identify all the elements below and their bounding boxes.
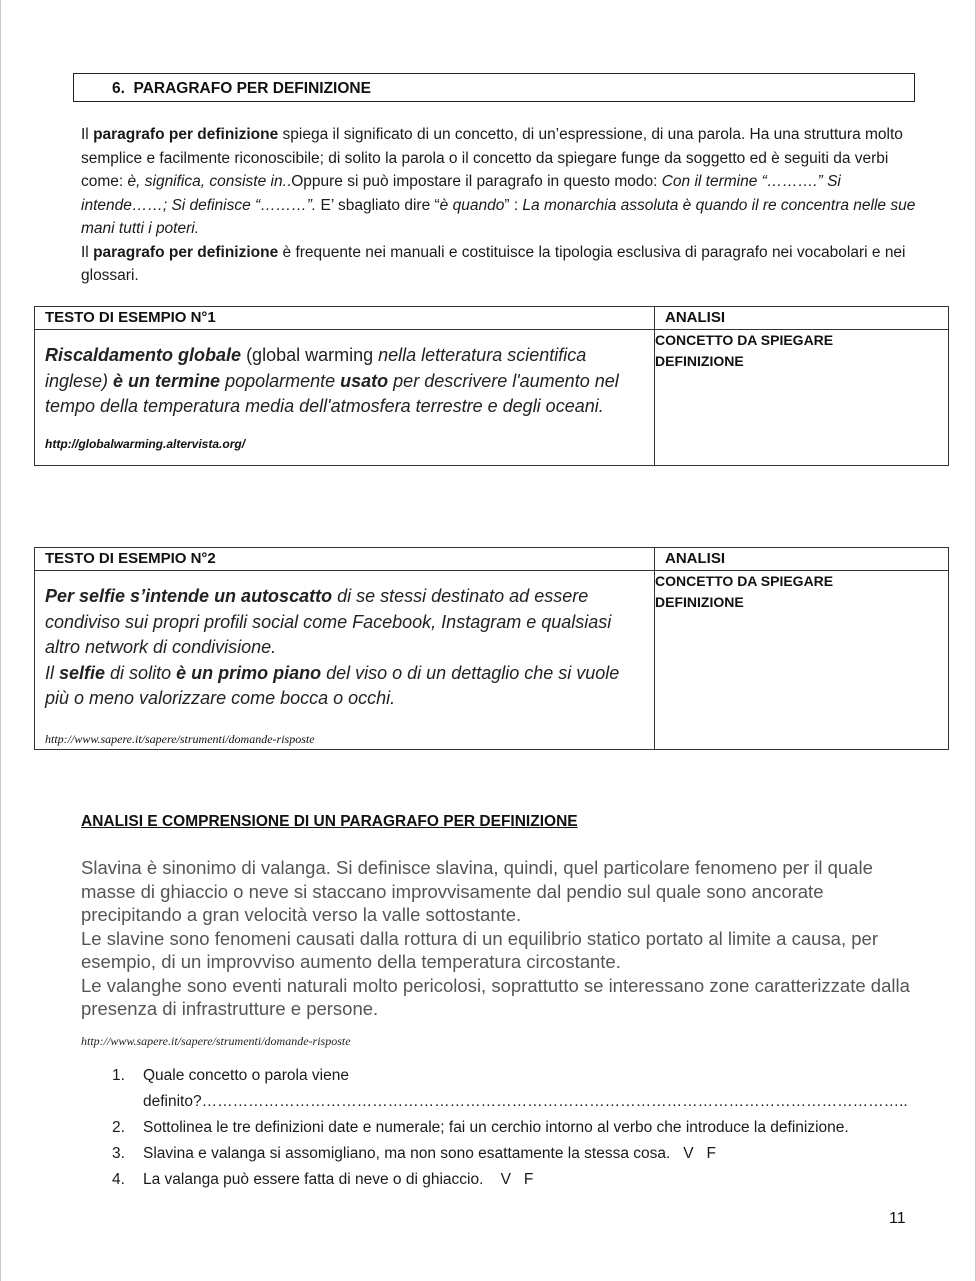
example-text-italic: nella letteratura scientifica inglese) (45, 345, 587, 391)
analisi-definizione-label: DEFINIZIONE (655, 594, 744, 610)
intro-paragraph-1 (81, 123, 916, 241)
example-2-header-text: TESTO DI ESEMPIO N°2 (35, 548, 655, 571)
intro-text-span: ” : (504, 196, 523, 214)
example-1-text (45, 343, 642, 420)
example-text-italic: Il (45, 662, 60, 683)
example-text-bold: è un primo piano (176, 662, 322, 683)
example-text-italic: popolarmente (220, 370, 341, 391)
question-item (112, 1115, 872, 1141)
question-number: 3. (112, 1145, 125, 1162)
analisi-concetto-label: CONCETTO DA SPIEGARE (655, 332, 834, 348)
intro-text-span: spiega il significato di un concetto, di un’espressione, di una parola. Ha una struttura molto semplice e facilmente riconoscibile; di solito la parola o il concetto da spiegare funge da soggetto ed è seguiti da verbi come: (81, 126, 903, 190)
example-table-1 (34, 306, 949, 466)
example-1-header-text: TESTO DI ESEMPIO N°1 (35, 307, 655, 330)
intro-bold-term: paragrafo per definizione (93, 126, 279, 143)
analisi-concetto-label: CONCETTO DA SPIEGARE (655, 573, 834, 589)
intro-italic-verbs: è, significa, consiste in. (127, 173, 287, 190)
question-number: 1. (112, 1067, 125, 1084)
intro-bold-term: paragrafo per definizione (93, 243, 279, 261)
analisi-definizione-label: DEFINIZIONE (655, 353, 744, 369)
question-number: 4. (112, 1171, 125, 1188)
intro-text-span: è frequente nei manuali e costituisce la tipologia esclusiva di paragrafo nei vocabolari e nei glossari. (81, 243, 906, 284)
question-text: Quale concetto o parola viene definito? (143, 1067, 349, 1110)
intro-italic-wrong: è quando (439, 196, 505, 214)
intro-italic-formula: Con il termine “……….” Si intende……; Si definisce “………”. (81, 173, 841, 214)
example-2-header-analisi: ANALISI (655, 548, 949, 571)
example-table-2-body (35, 571, 949, 750)
intro-text-span: E’ sbagliato dire “ (316, 196, 440, 214)
example-2-analisi-cell (655, 571, 949, 750)
passage-paragraph: Le valanghe sono eventi naturali molto pericolosi, soprattutto se interessano zone caratterizzate dalla presenza di infrastrutture e persone. (81, 974, 910, 1019)
intro-text-span: .Oppure si può impostare il paragrafo in questo modo: (286, 173, 662, 190)
question-text: La valanga può essere fatta di neve o di ghiaccio. V F (143, 1171, 534, 1188)
question-text: Sottolinea le tre definizioni date e numerale; fai un cerchio intorno al verbo che introduce la definizione. (143, 1119, 849, 1136)
example-text-upright: (global warming (241, 345, 379, 365)
question-item (112, 1063, 908, 1115)
example-1-source-link: http://globalwarming.altervista.org/ (45, 436, 246, 451)
example-2-text-cell (35, 571, 655, 750)
example-2-text (45, 584, 642, 712)
intro-text-span: Il (81, 243, 94, 261)
passage-paragraph: Le slavine sono fenomeni causati dalla rottura di un equilibrio statico portato al limite a causa, per esempio, di un improvviso aumento della temperatura circostante. (81, 927, 878, 972)
example-text-italic: per descrivere l'aumento nel tempo della temperatura media dell'atmosfera terrestre e degli oceani. (45, 370, 619, 416)
example-table-1-header (35, 307, 949, 330)
example-1-analisi-cell (655, 330, 949, 466)
example-2-source-link: http://www.sapere.it/sapere/strumenti/domande-risposte (45, 731, 315, 746)
intro-paragraph-2 (81, 241, 916, 288)
passage-source-link: http://www.sapere.it/sapere/strumenti/domande-risposte (81, 1034, 351, 1048)
question-text: Slavina e valanga si assomigliano, ma non sono esattamente la stessa cosa. V F (143, 1145, 716, 1162)
intro-text-span: Il (81, 126, 94, 143)
example-1-header-analisi: ANALISI (655, 307, 949, 330)
example-table-2-header (35, 548, 949, 571)
example-1-text-cell (35, 330, 655, 466)
question-item (112, 1167, 872, 1193)
analysis-heading: ANALISI E COMPRENSIONE DI UN PARAGRAFO PER DEFINIZIONE (81, 813, 578, 830)
question-list (112, 1063, 908, 1193)
passage-paragraph: Slavina è sinonimo di valanga. Si definisce slavina, quindi, quel particolare fenomeno per il quale masse di ghiaccio o neve si staccano improvvisamente dal pendio sul quale sono ancorate precipitando a gran velocità verso la valle sottostante. (81, 857, 873, 925)
page-number: 11 (889, 1210, 906, 1227)
question-item (112, 1141, 872, 1167)
slavina-passage (81, 856, 921, 1021)
example-text-bold: Per selfie s’intende un autoscatto (45, 586, 333, 606)
example-text-bold: è un termine (113, 370, 221, 391)
section-title: 6. PARAGRAFO PER DEFINIZIONE (73, 73, 915, 102)
answer-blank-dots: ……………………………………………………………………………………………………………………….. (201, 1093, 908, 1110)
example-table-1-body (35, 330, 949, 466)
example-text-italic: del viso o di un dettaglio che si vuole più o meno valorizzare come bocca o occhi. (45, 662, 620, 708)
example-table-2 (34, 547, 949, 750)
intro-text (81, 123, 916, 288)
example-text-bold: Riscaldamento globale (45, 345, 242, 365)
example-text-italic: di solito (105, 662, 177, 683)
example-text-italic: di se stessi destinato ad essere condiviso sui propri profili social come Facebook, Instagram e qualsiasi altro network di condivisione. (45, 586, 612, 657)
example-text-bold: selfie (59, 662, 106, 683)
example-text-bold: usato (340, 370, 389, 391)
question-number: 2. (112, 1119, 125, 1136)
intro-italic-example: La monarchia assoluta è quando il re concentra nelle sue mani tutti i poteri. (81, 196, 916, 237)
page-left-edge (0, 0, 1, 1281)
